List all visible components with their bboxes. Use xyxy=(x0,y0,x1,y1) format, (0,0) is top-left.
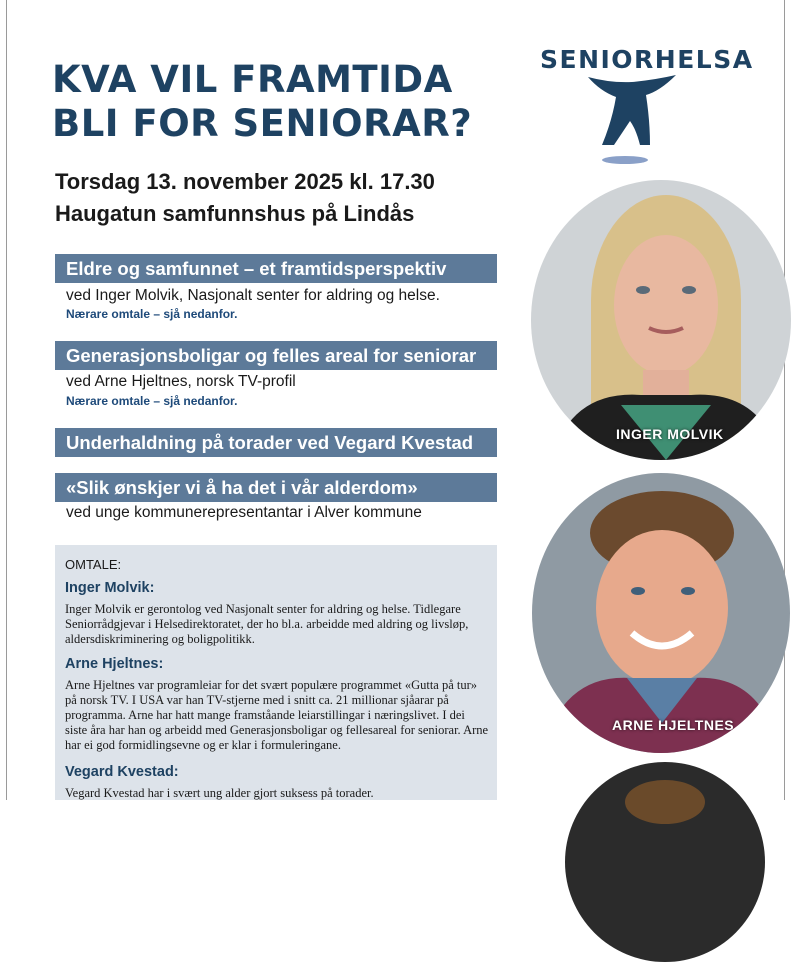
photo-caption: INGER MOLVIK xyxy=(616,426,724,442)
omtale-name: Vegard Kvestad: xyxy=(65,764,179,780)
logo-figure-icon xyxy=(580,71,680,166)
omtale-name: Inger Molvik: xyxy=(65,580,155,596)
program-item-speaker: ved unge kommunerepresentantar i Alver kommune xyxy=(66,504,422,521)
page-title: KVA VIL FRAMTIDA BLI FOR SENIORAR? xyxy=(52,58,473,145)
logo-wordmark: SENIORHELSA xyxy=(540,45,754,74)
arne-hjeltnes-portrait xyxy=(532,473,790,753)
omtale-text: Arne Hjeltnes var programleiar for det svært populære programmet «Gutta på tur» på norsk TV. I USA var han TV-stjerne med i snitt ca. 21 millionar sjåarar på programma. Arne har hatt mange framståande leiarstillingar i næringslivet. I dei siste åra har han og arbeidd med Generasjonsboligar og fellesareal for seniorar. Arne har ei god formidlingsevne og er klar i formuleringane. xyxy=(65,678,489,752)
page-border-right xyxy=(784,0,785,800)
vegard-kvestad-photo xyxy=(565,762,765,962)
page-border-left xyxy=(6,0,7,800)
event-venue: Haugatun samfunnshus på Lindås xyxy=(55,201,415,226)
event-date: Torsdag 13. november 2025 kl. 17.30 xyxy=(55,169,435,194)
program-item-speaker: ved Inger Molvik, Nasjonalt senter for aldring og helse. xyxy=(66,287,440,304)
more-info-link[interactable]: Nærare omtale – sjå nedanfor. xyxy=(66,394,238,408)
omtale-text: Vegard Kvestad har i svært ung alder gjort suksess på torader. xyxy=(65,786,374,800)
program-item-heading: Generasjonsboligar og felles areal for seniorar xyxy=(55,341,497,370)
inger-molvik-photo xyxy=(531,180,791,460)
omtale-text: Inger Molvik er gerontolog ved Nasjonalt senter for aldring og helse. Tidlegare Seniorrådgjevar i Helsedirektoratet, der ho bl.a. arbeidde med aldring og livsløp, aldersdiskriminering og boligpolitikk. xyxy=(65,602,469,646)
inger-molvik-portrait xyxy=(531,180,791,460)
more-info-link[interactable]: Nærare omtale – sjå nedanfor. xyxy=(66,307,238,321)
program-item-speaker: ved Arne Hjeltnes, norsk TV-profil xyxy=(66,373,296,390)
program-item-heading: «Slik ønskjer vi å ha det i vår alderdom» xyxy=(55,473,497,502)
omtale-box xyxy=(55,545,497,800)
arne-hjeltnes-photo xyxy=(532,473,790,753)
photo-caption: ARNE HJELTNES xyxy=(612,717,735,733)
seniorhelsa-logo xyxy=(540,45,755,165)
program-item-heading: Underhaldning på torader ved Vegard Kvestad xyxy=(55,428,497,457)
omtale-heading: OMTALE: xyxy=(65,557,122,572)
program-item-heading: Eldre og samfunnet – et framtidsperspektiv xyxy=(55,254,497,283)
omtale-name: Arne Hjeltnes: xyxy=(65,656,164,672)
vegard-kvestad-portrait xyxy=(565,762,765,962)
